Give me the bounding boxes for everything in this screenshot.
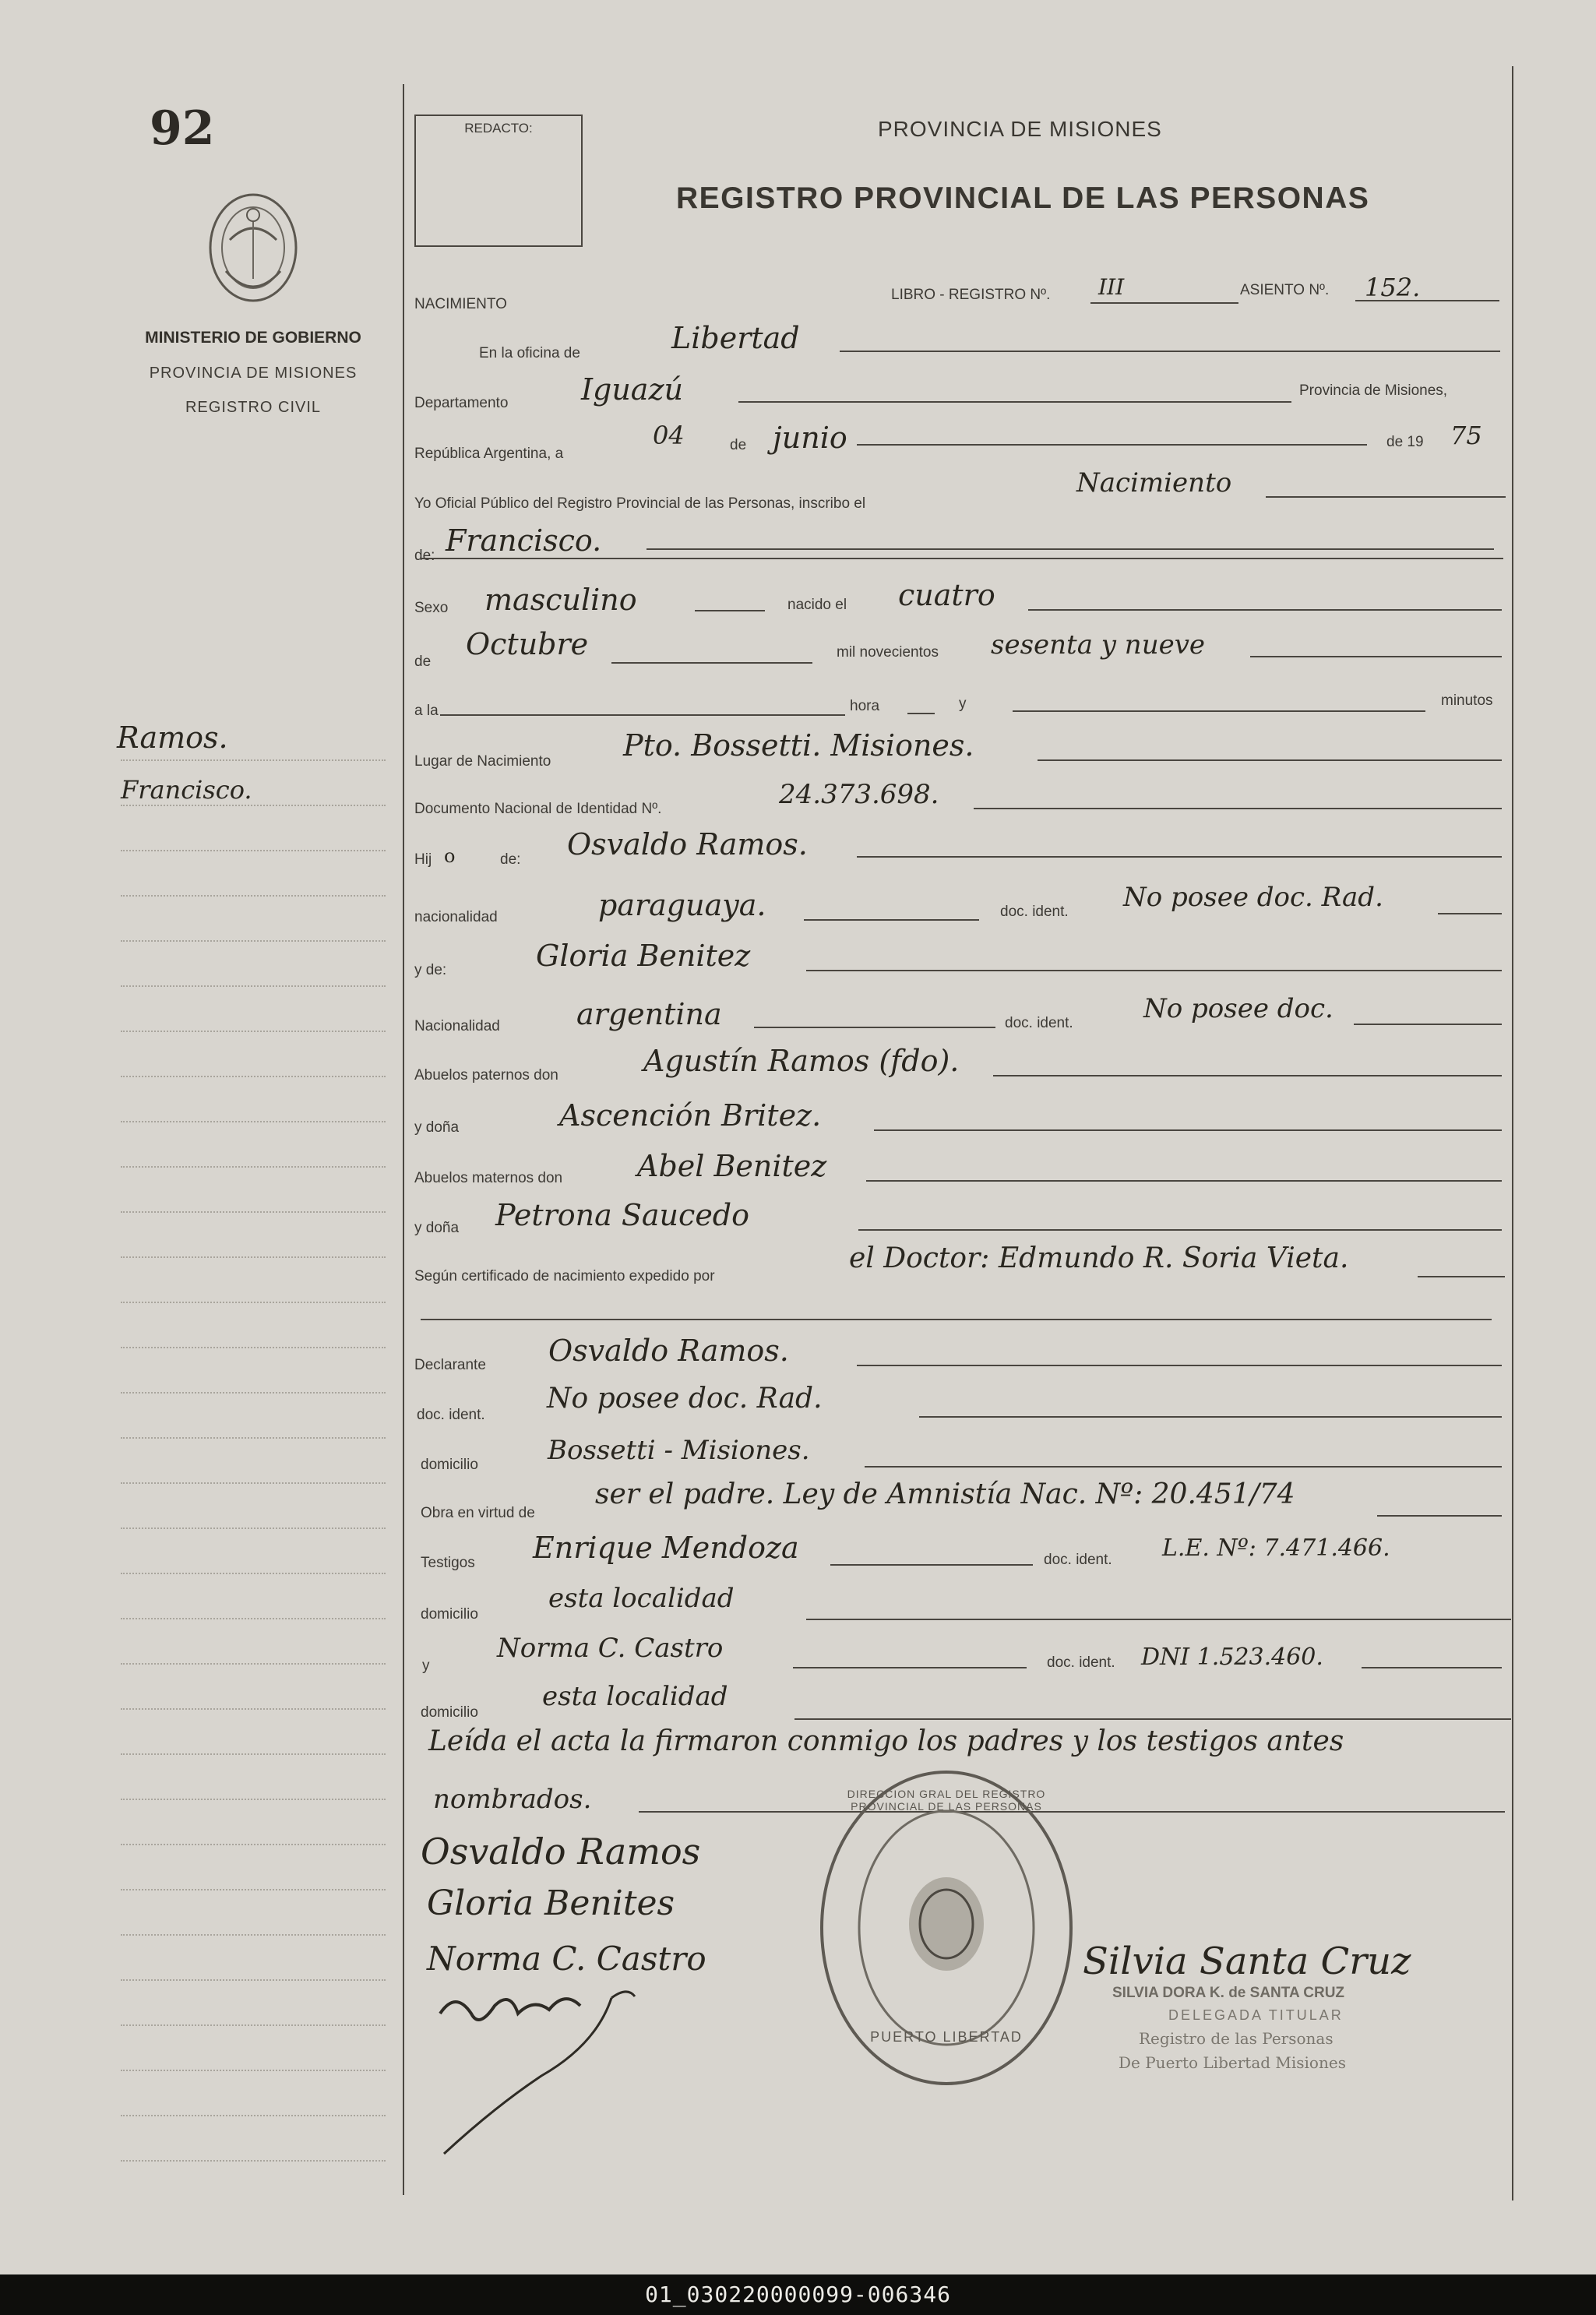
segun-label: Según certificado de nacimiento expedido por: [414, 1268, 715, 1284]
padre-value: Osvaldo Ramos.: [567, 827, 808, 862]
declarante-value: Osvaldo Ramos.: [548, 1334, 789, 1368]
doc-ident-label-1: doc. ident.: [1000, 904, 1069, 920]
domicilio-label-3: domicilio: [421, 1704, 478, 1721]
official-name: SILVIA DORA K. de SANTA CRUZ: [1112, 1985, 1345, 2001]
libro-label: LIBRO - REGISTRO Nº.: [891, 287, 1051, 303]
seal-bottom-text: PUERTO LIBERTAD: [870, 2029, 1023, 2045]
de-label-1: de: [730, 437, 747, 453]
closing-line-1: Leída el acta la firmaron conmigo los padres y los testigos antes: [428, 1725, 1344, 1757]
mil-novecientos-label: mil novecientos: [837, 644, 939, 661]
madre-value: Gloria Benitez: [536, 939, 751, 973]
oficina-label: En la oficina de: [479, 345, 580, 361]
de-label-2: de: [414, 654, 432, 670]
sexo-label: Sexo: [414, 600, 449, 616]
nacionalidad-label: Nacionalidad: [414, 1018, 500, 1034]
side-registry: REGISTRO CIVIL: [185, 399, 322, 416]
oficial-label: Yo Oficial Público del Registro Provincial de las Personas, inscribo el: [414, 495, 866, 512]
y-de-label: y de:: [414, 962, 447, 978]
anio-value: 75: [1450, 421, 1482, 450]
sexo-value: masculino: [484, 583, 637, 617]
de-colon-label: de:: [414, 548, 435, 564]
form-left-border: [403, 84, 404, 2195]
obra-value: ser el padre. Ley de Amnistía Nac. Nº: 20.451/74: [595, 1478, 1295, 1510]
documento-label: Documento Nacional de Identidad Nº.: [414, 801, 662, 817]
asiento-value: 152.: [1365, 273, 1421, 302]
signature-osvaldo: Osvaldo Ramos: [421, 1831, 701, 1873]
ministry-name: MINISTERIO DE GOBIERNO: [145, 329, 361, 347]
republica-label: República Argentina, a: [414, 446, 564, 462]
inscribe-value: Nacimiento: [1076, 467, 1232, 499]
redacto-box: [414, 115, 583, 247]
official-registry: Registro de las Personas: [1139, 2029, 1334, 2048]
official-place: De Puerto Libertad Misiones: [1119, 2053, 1346, 2072]
image-footer-id: 01_030220000099-006346: [0, 2274, 1596, 2315]
de-19-label: de 19: [1386, 434, 1424, 450]
testigo1-doc-value: L.E. Nº: 7.471.466.: [1162, 1535, 1390, 1562]
signature-norma: Norma C. Castro: [427, 1940, 706, 1978]
domicilio-label-1: domicilio: [421, 1457, 478, 1473]
header-province: PROVINCIA DE MISIONES: [878, 117, 1162, 141]
testigo1-domicilio-value: esta localidad: [548, 1583, 735, 1614]
abuelo-materno-value: Abel Benitez: [637, 1149, 827, 1183]
official-seal-stamp: [814, 1764, 1079, 2091]
abuelo-paterno-value: Agustín Ramos (fdo).: [643, 1044, 960, 1078]
nacido-mes-value: Octubre: [466, 627, 589, 661]
form-title: REGISTRO PROVINCIAL DE LAS PERSONAS: [676, 181, 1370, 215]
hij-label: Hij: [414, 851, 432, 868]
doc-ident-label-3: doc. ident.: [1044, 1552, 1112, 1568]
padre-nacionalidad-value: paraguaya.: [598, 888, 766, 922]
nombre-value: Francisco.: [446, 523, 602, 558]
testigo2-doc-value: DNI 1.523.460.: [1141, 1644, 1323, 1671]
doc-ident-label-4: doc. ident.: [1047, 1654, 1115, 1671]
madre-nacionalidad-value: argentina: [576, 997, 722, 1031]
declarante-doc-value: No posee doc. Rad.: [547, 1383, 823, 1415]
hora-label: hora: [850, 698, 880, 714]
obra-label: Obra en virtud de: [421, 1505, 535, 1521]
testigos-label: Testigos: [421, 1555, 475, 1571]
oficina-value: Libertad: [671, 321, 800, 355]
abuelos-maternos-label: Abuelos maternos don: [414, 1170, 563, 1186]
abuelos-paternos-label: Abuelos paternos don: [414, 1067, 558, 1084]
dia-value: 04: [653, 421, 685, 450]
coat-of-arms-emblem: [199, 185, 308, 314]
declarante-domicilio-value: Bossetti - Misiones.: [548, 1435, 810, 1466]
margin-surname: Ramos.: [117, 721, 228, 755]
testigo1-value: Enrique Mendoza: [533, 1531, 799, 1565]
a-la-label: a la: [414, 703, 439, 719]
seal-top-text: DIRECCION GRAL DEL REGISTRO PROVINCIAL DE LAS PERSONAS: [847, 1788, 1046, 1813]
hij-suffix-value: o: [444, 845, 456, 867]
domicilio-label-2: domicilio: [421, 1606, 478, 1623]
section-label: NACIMIENTO: [414, 296, 507, 312]
dni-value: 24.373.698.: [779, 779, 939, 810]
libro-value: III: [1098, 274, 1125, 300]
padre-doc-value: No posee doc. Rad.: [1123, 882, 1383, 913]
testigo2-value: Norma C. Castro: [497, 1633, 724, 1664]
minutos-label: minutos: [1441, 692, 1493, 709]
margin-given-name: Francisco.: [121, 775, 252, 805]
y-label-1: y: [959, 696, 967, 712]
nacido-el-label: nacido el: [787, 597, 847, 613]
y-dona-label-1: y doña: [414, 1119, 460, 1136]
doc-ident-label-2: doc. ident.: [1005, 1015, 1073, 1031]
testigo2-domicilio-value: esta localidad: [542, 1681, 728, 1712]
nacido-anio-value: sesenta y nueve: [991, 629, 1206, 661]
mes-value: junio: [773, 421, 847, 455]
declarante-doc-label: doc. ident.: [417, 1407, 485, 1423]
official-role: DELEGADA TITULAR: [1168, 2007, 1344, 2023]
asiento-label: ASIENTO Nº.: [1240, 282, 1330, 298]
form-right-border: [1512, 66, 1513, 2200]
hij-de-label: de:: [500, 851, 521, 868]
page-number: 92: [150, 101, 215, 156]
y-dona-label-2: y doña: [414, 1220, 460, 1236]
y-label-2: y: [422, 1658, 430, 1674]
nacionalidad-lower-label: nacionalidad: [414, 909, 498, 925]
abuela-materna-value: Petrona Saucedo: [495, 1198, 750, 1232]
lugar-value: Pto. Bossetti. Misiones.: [623, 728, 974, 763]
redacto-label: REDACTO:: [464, 121, 533, 136]
departamento-label: Departamento: [414, 395, 509, 411]
lugar-label: Lugar de Nacimiento: [414, 753, 551, 770]
departamento-value: Iguazú: [581, 372, 683, 407]
certificado-value: el Doctor: Edmundo R. Soria Vieta.: [849, 1242, 1349, 1274]
signature-gloria: Gloria Benites: [427, 1883, 675, 1923]
madre-doc-value: No posee doc.: [1143, 993, 1334, 1024]
nacido-dia-value: cuatro: [898, 578, 995, 612]
provincia-label: Provincia de Misiones,: [1299, 382, 1448, 399]
side-province: PROVINCIA DE MISIONES: [149, 365, 358, 382]
closing-line-2: nombrados.: [433, 1784, 592, 1815]
abuela-paterna-value: Ascención Britez.: [559, 1098, 822, 1133]
official-signature: Silvia Santa Cruz: [1083, 1940, 1411, 1983]
declarante-label: Declarante: [414, 1357, 486, 1373]
signature-scrawl: [425, 1982, 658, 2162]
